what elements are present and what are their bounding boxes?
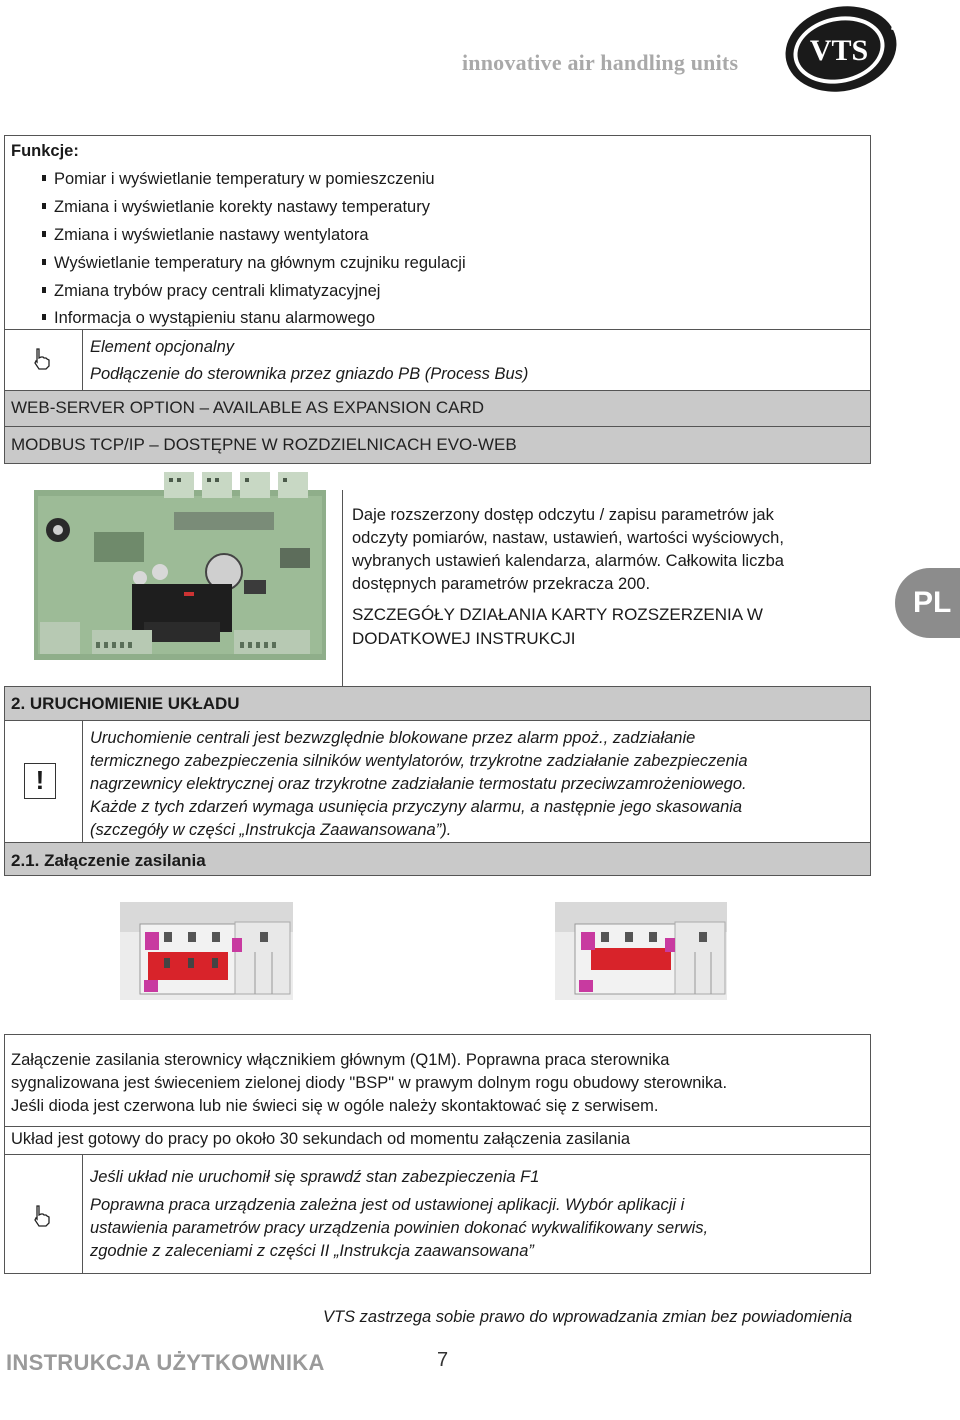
- card-desc-line: Daje rozszerzony dostęp odczytu / zapisu parametrów jak: [352, 506, 774, 524]
- power-note-line: Poprawna praca urządzenia zależna jest od ustawionej aplikacji. Wybór aplikacji i: [90, 1196, 685, 1214]
- optional-note-line1: Element opcjonalny: [90, 338, 235, 356]
- card-desc-line: wybranych ustawień kalendarza, alarmów. Całkowita liczba: [352, 552, 784, 570]
- optional-note-line2: Podłączenie do sterownika przez gniazdo PB (Process Bus): [90, 365, 529, 383]
- power-note-line: Jeśli układ nie uruchomił się sprawdź stan zabezpieczenia F1: [90, 1168, 540, 1186]
- pointing-hand-icon: [32, 347, 52, 371]
- card-desc-line: odczyty pomiarów, nastaw, ustawień, wartości wyściowych,: [352, 529, 784, 547]
- webserver-option-title: WEB-SERVER OPTION – AVAILABLE AS EXPANSION CARD: [11, 398, 484, 417]
- power-text-line: Jeśli dioda jest czerwona lub nie świeci się w ogóle należy skontaktować się z serwisem.: [11, 1097, 659, 1115]
- expansion-card-photo: [34, 472, 326, 670]
- footer-notice: VTS zastrzega sobie prawo do wprowadzania zmian bez powiadomienia: [323, 1308, 853, 1326]
- warning-line: Każde z tych zdarzeń wymaga usunięcia przyczyny alarmu, a następnie jego skasowania: [90, 798, 743, 816]
- pointing-hand-icon: [32, 1204, 52, 1228]
- power-title: 2.1. Załączenie zasilania: [11, 851, 206, 870]
- footer-title: INSTRUKCJA UŻYTKOWNIKA: [6, 1350, 325, 1375]
- breaker-off-photo: [120, 902, 293, 1000]
- power-note-line: zgodnie z zaleceniami z części II „Instrukcja zaawansowana”: [90, 1242, 534, 1260]
- function-item: Zmiana i wyświetlanie nastawy wentylatora: [42, 224, 369, 246]
- breaker-on-photo: [555, 902, 727, 1000]
- startup-title: 2. URUCHOMIENIE UKŁADU: [11, 694, 240, 713]
- modbus-title: MODBUS TCP/IP – DOSTĘPNE W ROZDZIELNICACH EVO-WEB: [11, 435, 517, 454]
- power-text-line: Załączenie zasilania sterownicy włącznikiem głównym (Q1M). Poprawna praca sterownika: [11, 1051, 670, 1069]
- function-item: Zmiana i wyświetlanie korekty nastawy temperatury: [42, 196, 430, 218]
- power-note-line: ustawienia parametrów pracy urządzenia powinien dokonać wykwalifikowany serwis,: [90, 1219, 709, 1237]
- function-item: Wyświetlanie temperatury na głównym czujniku regulacji: [42, 252, 466, 274]
- logo-text: VTS: [809, 34, 869, 67]
- power-text-line: sygnalizowana jest świeceniem zielonej diody "BSP" w prawym dolnym rogu obudowy sterownika.: [11, 1074, 728, 1092]
- vts-logo: [781, 2, 899, 92]
- function-item: Zmiana trybów pracy centrali klimatyzacyjnej: [42, 280, 380, 302]
- function-item: Informacja o wystąpieniu stanu alarmowego: [42, 307, 375, 329]
- card-note-line: DODATKOWEJ INSTRUKCJI: [352, 629, 576, 648]
- page-number: 7: [437, 1349, 449, 1371]
- functions-title: Funkcje:: [11, 142, 79, 160]
- warning-icon: !: [24, 763, 56, 799]
- ready-text: Układ jest gotowy do pracy po około 30 sekundach od momentu załączenia zasilania: [11, 1130, 631, 1148]
- warning-line: nagrzewnicy elektrycznej oraz trzykrotne zadziałanie termostatu przeciwzamrożeniowego.: [90, 775, 747, 793]
- warning-line: Uruchomienie centrali jest bezwzględnie blokowane przez alarm ppoż., zadziałanie: [90, 729, 696, 747]
- warning-line: (szczegóły w części „Instrukcja Zaawansowana”).: [90, 821, 452, 839]
- function-item: Pomiar i wyświetlanie temperatury w pomieszczeniu: [42, 168, 435, 190]
- warning-line: termicznego zabezpieczenia silników wentylatorów, trzykrotne zadziałanie zabezpieczenia: [90, 752, 748, 770]
- language-tab: PL: [895, 568, 960, 638]
- card-desc-line: dostępnych parametrów przekracza 200.: [352, 575, 651, 593]
- card-note-line: SZCZEGÓŁY DZIAŁANIA KARTY ROZSZERZENIA W: [352, 605, 763, 624]
- header-tagline: innovative air handling units: [462, 50, 739, 75]
